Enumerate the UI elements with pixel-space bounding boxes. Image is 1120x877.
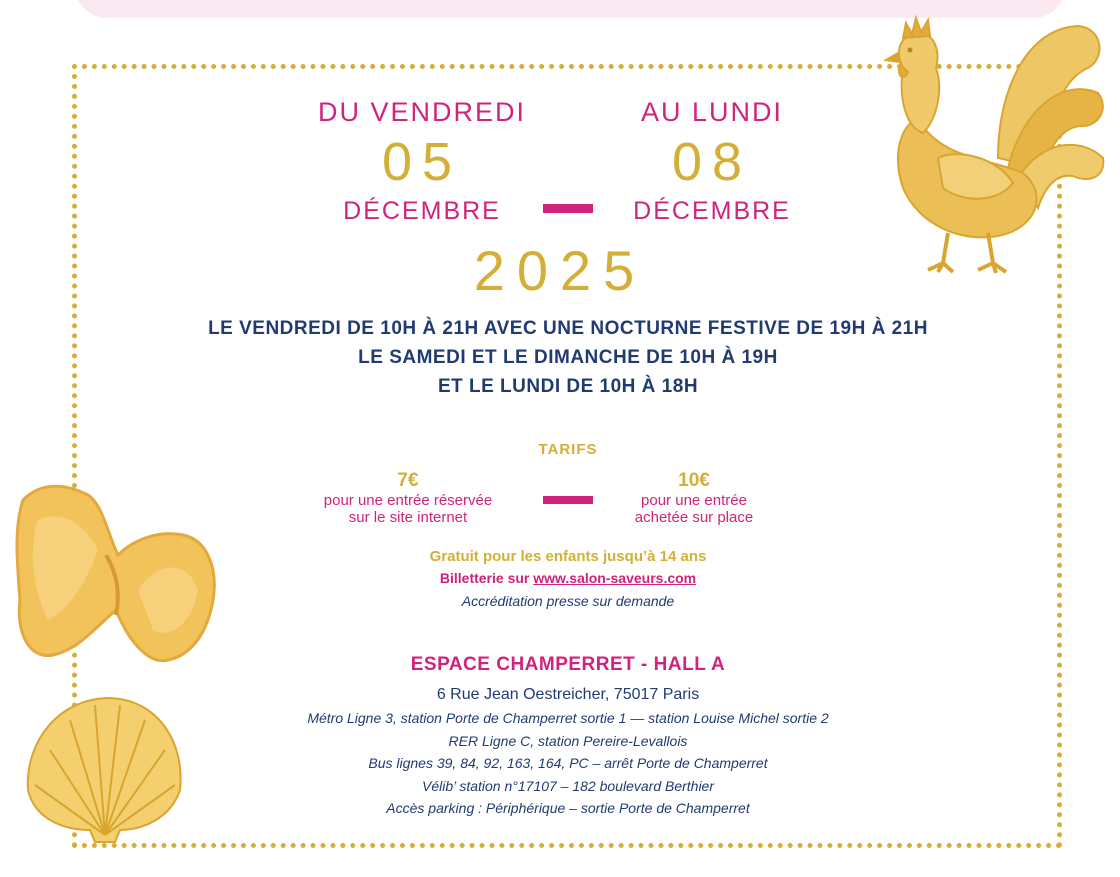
hours-line-1: LE VENDREDI DE 10H À 21H AVEC UNE NOCTURNE FESTIVE DE 19H À 21H bbox=[208, 318, 928, 339]
date-separator-dash bbox=[543, 204, 593, 213]
rooster-icon bbox=[848, 8, 1108, 278]
tarifs-title: TARIFS bbox=[538, 441, 598, 458]
start-month: DÉCEMBRE bbox=[343, 197, 501, 225]
price-reserved-desc-2: sur le site internet bbox=[348, 509, 468, 526]
venue-name: ESPACE CHAMPERRET - HALL A bbox=[410, 654, 726, 675]
ticketing-link[interactable]: www.salon-saveurs.com bbox=[533, 570, 697, 586]
price-onsite-desc-2: achetée sur place bbox=[634, 509, 754, 526]
hours-line-3: ET LE LUNDI DE 10H À 18H bbox=[437, 376, 699, 397]
press-accreditation: Accréditation presse sur demande bbox=[461, 593, 675, 609]
transport-velib: Vélib’ station n°17107 – 182 boulevard Berthier bbox=[421, 778, 715, 794]
transport-rer: RER Ligne C, station Pereire-Levallois bbox=[448, 733, 688, 749]
price-onsite-desc-1: pour une entrée bbox=[641, 492, 747, 509]
transport-bus: Bus lignes 39, 84, 92, 163, 164, PC – arrêt Porte de Champerret bbox=[368, 755, 768, 771]
transport-metro: Métro Ligne 3, station Porte de Champerret sortie 1 — station Louise Michel sortie 2 bbox=[307, 710, 829, 726]
start-day-number: 05 bbox=[381, 132, 463, 192]
ticketing-line bbox=[318, 570, 818, 586]
end-day-label: AU LUNDI bbox=[640, 97, 784, 127]
transport-parking: Accès parking : Périphérique – sortie Porte de Champerret bbox=[386, 800, 750, 816]
end-day-number: 08 bbox=[671, 132, 753, 192]
farfalle-pasta-icon bbox=[8, 480, 223, 680]
price-onsite: 10€ bbox=[678, 470, 710, 491]
price-reserved-desc-1: pour une entrée réservée bbox=[323, 492, 493, 509]
free-children-note: Gratuit pour les enfants jusqu’à 14 ans bbox=[429, 548, 707, 565]
ticketing-prefix: Billetterie sur bbox=[439, 570, 534, 586]
start-day-label: DU VENDREDI bbox=[317, 97, 527, 127]
end-month: DÉCEMBRE bbox=[633, 197, 791, 225]
scallop-shell-icon bbox=[20, 690, 190, 850]
hours-line-2: LE SAMEDI ET LE DIMANCHE DE 10H À 19H bbox=[358, 347, 778, 368]
venue-address: 6 Rue Jean Oestreicher, 75017 Paris bbox=[436, 686, 700, 703]
year: 2025 bbox=[473, 239, 647, 302]
price-reserved: 7€ bbox=[397, 470, 419, 491]
